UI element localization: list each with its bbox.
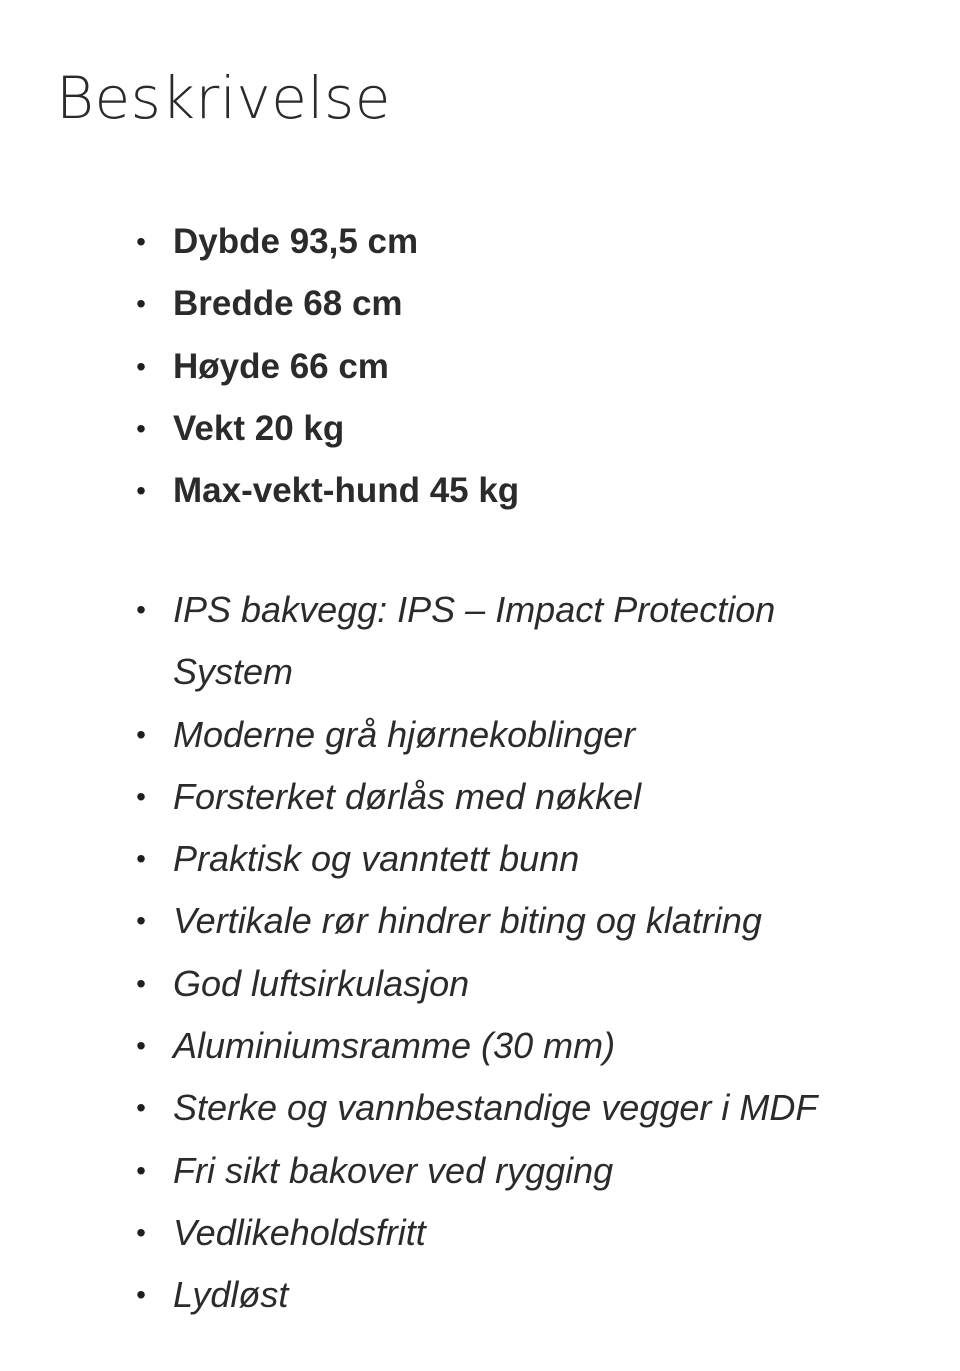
feature-text: God luftsirkulasjon bbox=[173, 962, 470, 1004]
list-item bbox=[0, 1202, 960, 1264]
bullet-icon: • bbox=[136, 1154, 146, 1186]
bullet-icon: • bbox=[136, 412, 146, 444]
bullet-icon: • bbox=[136, 288, 146, 320]
list-item bbox=[0, 211, 960, 273]
list-item bbox=[0, 1077, 960, 1139]
list-item bbox=[0, 398, 960, 460]
list-item bbox=[0, 890, 960, 952]
list-item bbox=[0, 336, 960, 398]
feature-text: Moderne grå hjørnekoblinger bbox=[173, 713, 636, 755]
bullet-icon: • bbox=[136, 475, 146, 507]
feature-text: Lydløst bbox=[173, 1274, 289, 1316]
bullet-icon: • bbox=[136, 226, 146, 257]
list-item bbox=[0, 1140, 960, 1202]
bullet-icon: • bbox=[136, 1030, 146, 1062]
spec-text: Høyde 66 cm bbox=[173, 346, 389, 386]
feature-text: Fri sikt bakover ved rygging bbox=[173, 1149, 614, 1191]
bullet-icon: • bbox=[136, 594, 146, 625]
spec-text: Bredde 68 cm bbox=[173, 284, 403, 324]
list-item bbox=[0, 273, 960, 335]
bullet-icon: • bbox=[136, 1216, 146, 1248]
bullet-icon: • bbox=[136, 843, 146, 875]
feature-text: Vertikale rør hindrer biting og klatring bbox=[173, 900, 762, 942]
spec-text: Max-vekt-hund 45 kg bbox=[173, 471, 520, 511]
bullet-icon: • bbox=[136, 718, 146, 750]
list-item bbox=[0, 704, 960, 766]
bullet-icon: • bbox=[136, 780, 146, 812]
spec-text: Dybde 93,5 cm bbox=[173, 222, 419, 261]
specs-list bbox=[0, 211, 960, 522]
list-item bbox=[0, 579, 960, 704]
bullet-icon: • bbox=[136, 350, 146, 382]
features-list bbox=[0, 579, 960, 1327]
feature-text: Forsterket dørlås med nøkkel bbox=[173, 775, 642, 817]
feature-text: Praktisk og vanntett bunn bbox=[173, 838, 580, 880]
spec-text: Vekt 20 kg bbox=[173, 408, 345, 448]
bullet-icon: • bbox=[136, 967, 146, 999]
feature-text: Sterke og vannbestandige vegger i MDF bbox=[173, 1087, 818, 1129]
list-item bbox=[0, 953, 960, 1015]
feature-text: Aluminiumsramme (30 mm) bbox=[173, 1025, 616, 1067]
bullet-icon: • bbox=[136, 1092, 146, 1124]
list-item bbox=[0, 460, 960, 522]
feature-text: IPS bakvegg: IPS – Impact Protection System bbox=[173, 589, 776, 693]
bullet-icon: • bbox=[136, 1279, 146, 1311]
list-item bbox=[0, 1015, 960, 1077]
list-item bbox=[0, 1264, 960, 1326]
list-item bbox=[0, 766, 960, 828]
section-title: Beskrivelse bbox=[56, 64, 391, 132]
feature-text: Vedlikeholdsfritt bbox=[173, 1211, 426, 1253]
bullet-icon: • bbox=[136, 905, 146, 937]
list-item bbox=[0, 828, 960, 890]
